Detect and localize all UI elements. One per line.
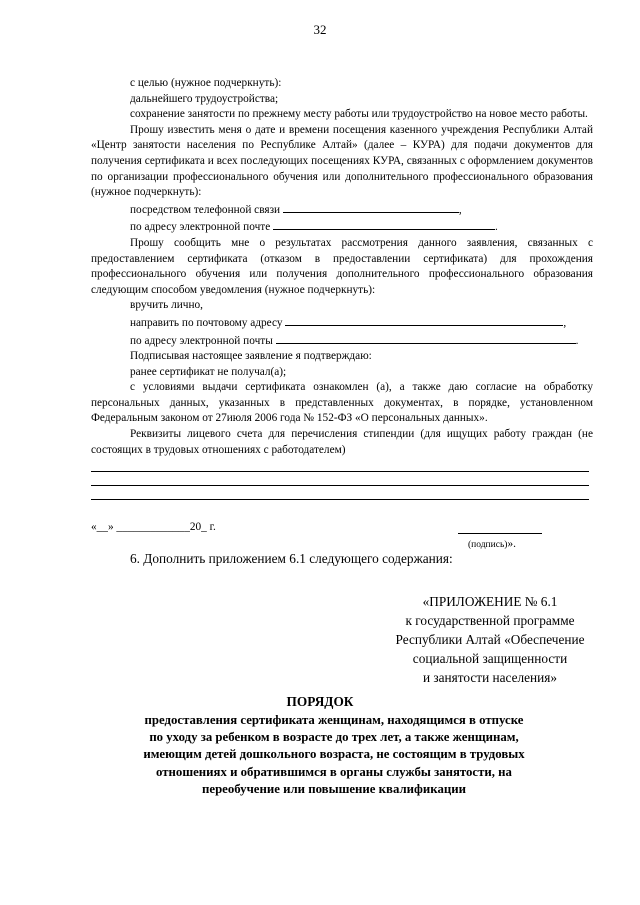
notify-phone-label: посредством телефонной связи	[130, 203, 281, 216]
confirm-no-certificate: ранее сертификат не получал(а);	[130, 365, 287, 378]
purpose-option-employment: дальнейшего трудоустройства;	[130, 92, 279, 105]
application-body	[91, 76, 593, 500]
appendix-line: социальной защищенности	[412, 651, 568, 666]
account-line-1	[91, 458, 589, 472]
signature-caption-wrap	[468, 538, 516, 550]
appendix-line: и занятости населения»	[422, 670, 558, 685]
email2-blank-end: .	[575, 334, 579, 347]
purpose-option-retention: сохранение занятости по прежнему месту работы или трудоустройство на новое место работы.	[130, 108, 588, 121]
notify-email2-label: по адресу электронной почты	[130, 334, 273, 347]
phone-blank-end: ,	[458, 203, 462, 216]
email2-blank	[276, 332, 576, 344]
section-subtitle	[74, 712, 594, 798]
appendix-line: Республики Алтай «Обеспечение	[395, 632, 585, 647]
notify-in-person: вручить лично,	[130, 299, 204, 312]
notify-email-line	[91, 218, 593, 236]
subtitle-line: переобучение или повышение квалификации	[202, 781, 466, 796]
appendix-line: «ПРИЛОЖЕНИЕ № 6.1	[422, 594, 558, 609]
post-blank-end: ,	[563, 316, 567, 329]
notify-email2-line	[91, 332, 593, 350]
result-notify-paragraph: Прошу сообщить мне о результатах рассмотрения данного заявления, связанных с предоставлением сертификата (отказом в предоставлении сертификата) для прохождения профессионального обучения или получения дополнительного профессионального образования следующим способом уведомления (нужное подчеркнуть):	[91, 236, 593, 296]
signature-end: ».	[507, 538, 516, 550]
notify-visit-paragraph: Прошу известить меня о дате и времени посещения казенного учреждения Республики Алтай «Центр занятости населения по Республике Алтай» (далее – КУРА) для подачи документов для получения сертификата и всех последующих посещениях КУРА, связанных с оформлением документов по организации профессионального обучения или дополнительного профессионального образования (нужное подчеркнуть):	[91, 123, 593, 199]
notify-post-label: направить по почтовому адресу	[130, 316, 283, 329]
subtitle-line: предоставления сертификата женщинам, находящимся в отпуске	[144, 713, 524, 727]
notify-phone-line	[91, 201, 593, 219]
consent-paragraph: с условиями выдачи сертификата ознакомлен (а), а также даю согласие на обработку персональных данных, указанных в представленных документах, в порядке, установленном Федеральным законом от 27июля 2006 года № 152-ФЗ «О персональных данных».	[91, 381, 593, 425]
item-6-text: 6. Дополнить приложением 6.1 следующего содержания:	[130, 551, 453, 566]
signature-caption: (подпись)	[468, 540, 508, 550]
subtitle-line: отношениях и обратившимся в органы службы занятости, на	[156, 764, 512, 779]
appendix-line: к государственной программе	[405, 613, 575, 628]
date-line: «__» _____________20_ г.	[91, 521, 216, 533]
notify-post-line	[91, 314, 593, 332]
purpose-intro: с целью (нужное подчеркнуть):	[130, 77, 282, 89]
page-number: 32	[313, 22, 327, 37]
phone-blank	[283, 201, 459, 213]
confirm-intro: Подписывая настоящее заявление я подтверждаю:	[130, 350, 372, 363]
account-line-2	[91, 472, 589, 486]
post-address-blank	[285, 314, 563, 326]
appendix-header	[360, 592, 620, 687]
email-blank	[273, 218, 495, 230]
notify-email-label: по адресу электронной почте	[130, 221, 271, 234]
section-title: ПОРЯДОК	[286, 694, 354, 709]
subtitle-line: по уходу за ребенком в возрасте до трех лет, а также женщинам,	[149, 730, 519, 745]
account-line-3	[91, 486, 589, 500]
account-details-paragraph: Реквизиты лицевого счета для перечисления стипендии (для ищущих работу граждан (не состоящих в трудовых отношениях с работодателем)	[91, 428, 593, 456]
signature-line	[458, 533, 542, 534]
subtitle-line: имеющим детей дошкольного возраста, не состоящим в трудовых	[143, 747, 525, 762]
email-blank-end: .	[495, 221, 498, 234]
